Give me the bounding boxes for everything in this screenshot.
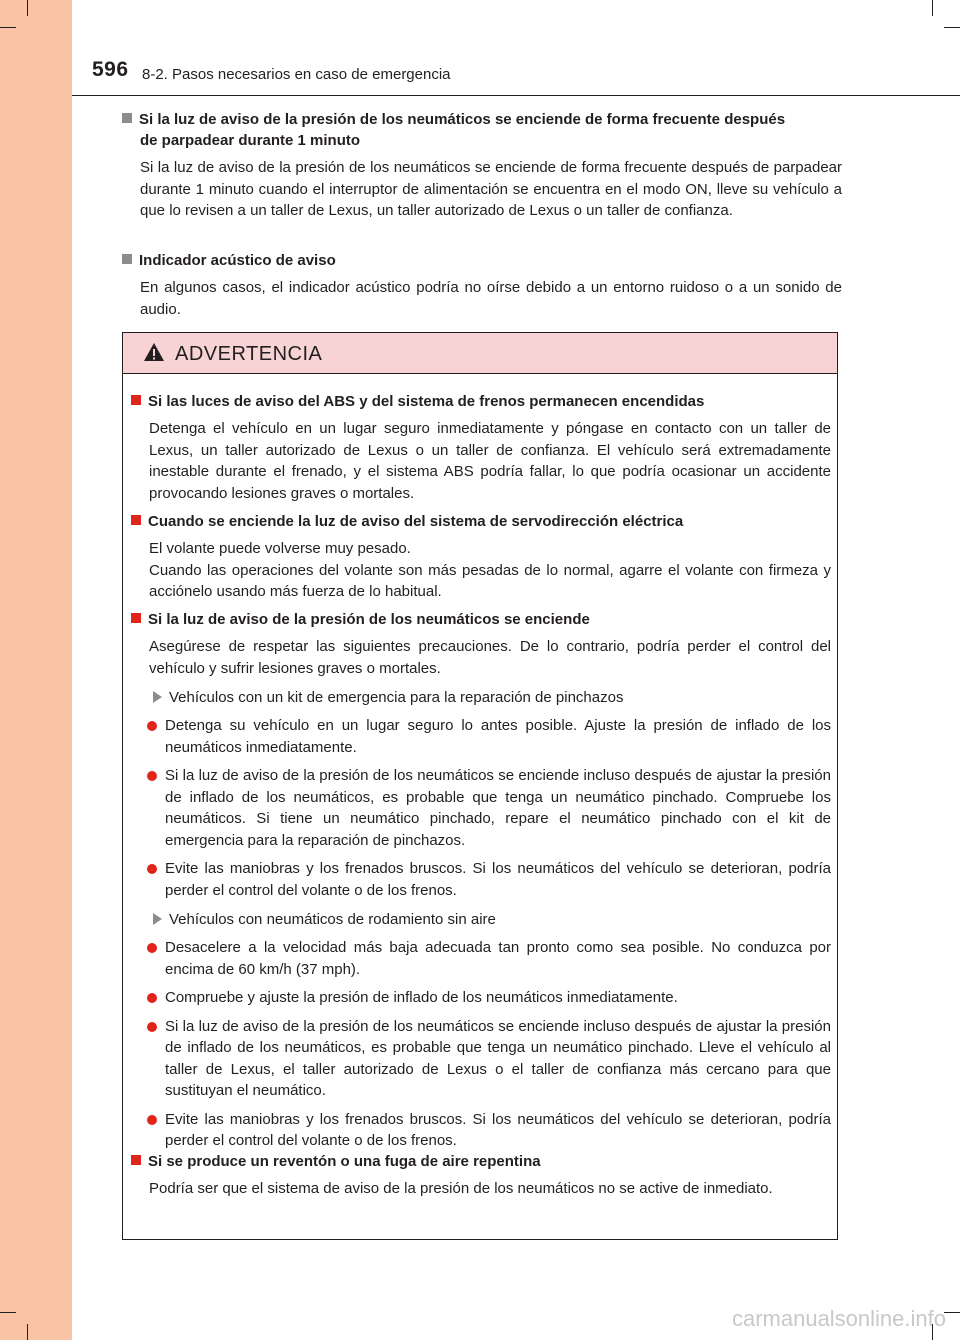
crop-mark [0,27,16,28]
warning-title: ADVERTENCIA [175,343,323,365]
list-item: Evite las maniobras y los frenados bruscos. Si los neumáticos del vehículo se deterioran, podría perder el control del volante o de los frenos. [131,858,831,901]
side-color-band [0,0,72,1340]
warning-section [131,391,831,504]
page-number: 596 [92,58,129,81]
crop-mark [932,0,933,16]
arrow-bullet-icon [153,691,162,703]
warning-section [131,1151,831,1200]
section-title: 8-2. Pasos necesarios en caso de emergencia [142,66,451,83]
warning-section-body: Podría ser que el sistema de aviso de la presión de los neumáticos no se active de inmediato. [149,1180,773,1197]
square-bullet-icon [131,395,141,405]
warning-section-body: Asegúrese de respetar las siguientes precauciones. De lo contrario, podría perder el control del vehículo y sufrir lesiones graves o mortales. [149,638,831,677]
red-dot-icon [147,721,157,731]
red-dot-icon [147,864,157,874]
warning-triangle-icon [143,342,165,362]
warning-section [131,511,831,603]
intro-body: En algunos casos, el indicador acústico podría no oírse debido a un entorno ruidoso o a un sonido de audio. [140,279,842,318]
arrow-bullet-icon [153,913,162,925]
watermark: carmanualsonline.info [731,1306,946,1331]
red-dot-icon [147,993,157,1003]
square-bullet-icon [131,1155,141,1165]
warning-section-body: El volante puede volverse muy pesado. Cuando las operaciones del volante son más pesadas de lo normal, agarre el volante con firmeza y acciónelo usando más fuerza de lo habitual. [149,540,831,600]
header-rule [72,95,960,96]
list-item: Compruebe y ajuste la presión de inflado de los neumáticos inmediatamente. [131,987,831,1009]
square-bullet-icon [131,515,141,525]
red-dot-icon [147,943,157,953]
square-bullet-icon [122,254,132,264]
intro-section [122,250,842,320]
warning-section-heading: Si la luz de aviso de la presión de los neumáticos se enciende [148,611,590,628]
list-item: Si la luz de aviso de la presión de los neumáticos se enciende incluso después de ajustar la presión de inflado de los neumáticos, es probable que tenga un neumático pinchado. Compruebe los neumáticos. Si tiene un neumático pinchado, repare el neumático pinchado con el kit de emergencia para la reparación de pinchazos. [131,765,831,851]
warning-section-heading: Si las luces de aviso del ABS y del sistema de frenos permanecen encendidas [148,393,705,410]
list-item: Evite las maniobras y los frenados bruscos. Si los neumáticos del vehículo se deterioran, podría perder el control del volante o de los frenos. [131,1109,831,1152]
list-item: Si la luz de aviso de la presión de los neumáticos se enciende incluso después de ajustar la presión de inflado de los neumáticos, es probable que tenga un neumático pinchado. Lleve el vehículo al taller de Lexus, el taller autorizado de Lexus o el taller de confianza más cercano para que sustituyan el neumático. [131,1016,831,1102]
square-bullet-icon [122,113,132,123]
warning-box [122,332,838,1240]
crop-mark [944,1312,960,1313]
intro-body: Si la luz de aviso de la presión de los neumáticos se enciende de forma frecuente después de parpadear durante 1 minuto cuando el interruptor de alimentación se encuentra en el modo ON, lleve su vehículo a que lo revisen a un taller de Lexus, un taller autorizado de Lexus o un taller de confianza. [140,159,842,219]
warning-section-body: Detenga el vehículo en un lugar seguro inmediatamente y póngase en contacto con un taller de Lexus, un taller autorizado de Lexus o un taller de confianza. El vehículo será extremadamente inestable durante el frenado, y el sistema ABS podría fallar, lo que podría ocasionar un accidente provocando lesiones graves o mortales. [149,420,831,502]
intro-section [122,109,842,222]
sub-group-label: Vehículos con un kit de emergencia para la reparación de pinchazos [131,687,831,708]
crop-mark [0,1312,16,1313]
intro-heading: Si la luz de aviso de la presión de los neumáticos se enciende de forma frecuente después de parpadear durante 1 minuto [122,109,842,151]
sub-group-label: Vehículos con neumáticos de rodamiento sin aire [131,909,831,930]
crop-mark [27,1324,28,1340]
intro-heading: Indicador acústico de aviso [122,250,842,271]
red-dot-icon [147,1022,157,1032]
warning-section [131,609,831,1152]
warning-section-heading: Si se produce un reventón o una fuga de aire repentina [148,1153,541,1170]
red-dot-icon [147,1115,157,1125]
warning-section-heading: Cuando se enciende la luz de aviso del sistema de servodirección eléctrica [148,513,684,530]
warning-header [123,333,837,374]
list-item: Detenga su vehículo en un lugar seguro lo antes posible. Ajuste la presión de inflado de los neumáticos inmediatamente. [131,715,831,758]
square-bullet-icon [131,613,141,623]
crop-mark [944,27,960,28]
crop-mark [27,0,28,16]
list-item: Desacelere a la velocidad más baja adecuada tan pronto como sea posible. No conduzca por encima de 60 km/h (37 mph). [131,937,831,980]
red-dot-icon [147,771,157,781]
